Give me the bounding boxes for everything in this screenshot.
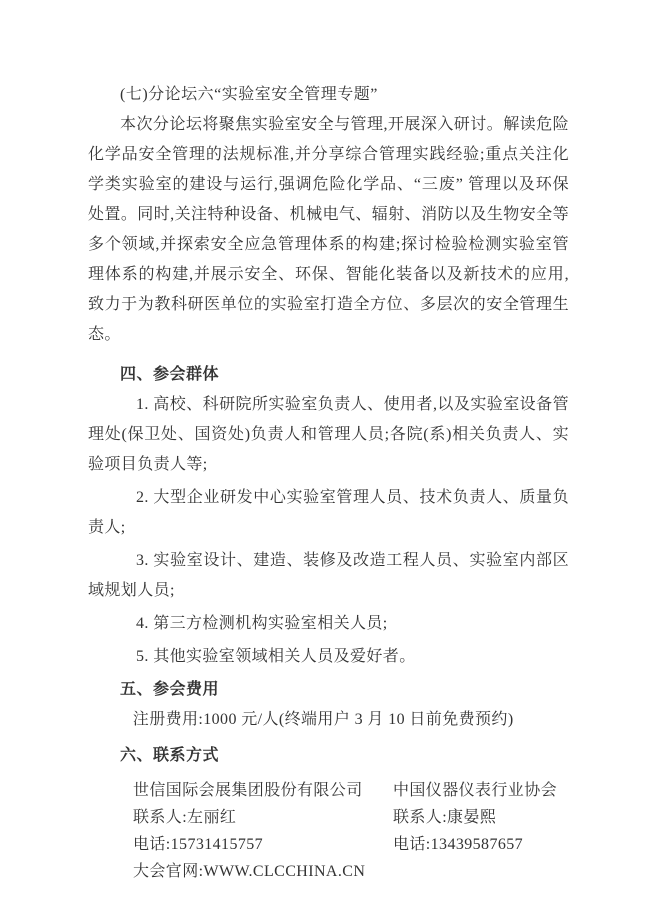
conference-website: 大会官网:WWW.CLCCHINA.CN <box>133 863 366 880</box>
contact-columns <box>133 777 569 885</box>
participant-item-3: 3. 实验室设计、建造、装修及改造工程人员、实验室内部区域规划人员; <box>88 552 569 599</box>
section-heading-fee: 五、参会费用 <box>120 681 220 698</box>
contact-phone-1: 电话:15731415757 <box>133 836 264 853</box>
section-heading-contact: 六、联系方式 <box>120 747 220 764</box>
registration-fee-text: 注册费用:1000 元/人(终端用户 3 月 10 日前免费预约) <box>132 711 514 728</box>
participant-item-1: 1. 高校、科研院所实验室负责人、使用者,以及实验室设备管理处(保卫处、国资处)负责人和管理人员;各院(系)相关负责人、实验项目负责人等; <box>88 396 569 473</box>
contact-org-1: 世信国际会展集团股份有限公司 <box>133 782 363 799</box>
contact-phone-2: 电话:13439587657 <box>393 836 524 853</box>
forum-six-description: 本次分论坛将聚焦实验室安全与管理,开展深入研讨。解读危险化学品安全管理的法规标准,并分享综合管理实践经验;重点关注化学类实验室的建设与运行,强调危险化学品、“三废” 管理以及环保处置。同时,关注特种设备、机械电气、辐射、消防以及生物安全等多个领域,并探索安全应急管理体系的构建;探讨检验检测实验室管理体系的构建,并展示安全、环保、智能化装备以及新技术的应用,致力于为教科研医单位的实验室打造全方位、多层次的安全管理生态。 <box>88 116 569 343</box>
contact-org-2: 中国仪器仪表行业协会 <box>393 782 558 799</box>
contact-person-1: 联系人:左丽红 <box>133 809 237 826</box>
participant-item-5: 5. 其他实验室领域相关人员及爱好者。 <box>136 648 416 665</box>
contact-column-organizer <box>133 777 393 885</box>
participant-item-4: 4. 第三方检测机构实验室相关人员; <box>136 615 388 632</box>
section-heading-participants: 四、参会群体 <box>120 366 220 383</box>
contact-column-association <box>393 777 569 885</box>
participant-item-2: 2. 大型企业研发中心实验室管理人员、技术负责人、质量负责人; <box>88 489 569 536</box>
forum-six-title: (七)分论坛六“实验室安全管理专题” <box>120 86 378 103</box>
contact-person-2: 联系人:康晏熙 <box>393 809 497 826</box>
